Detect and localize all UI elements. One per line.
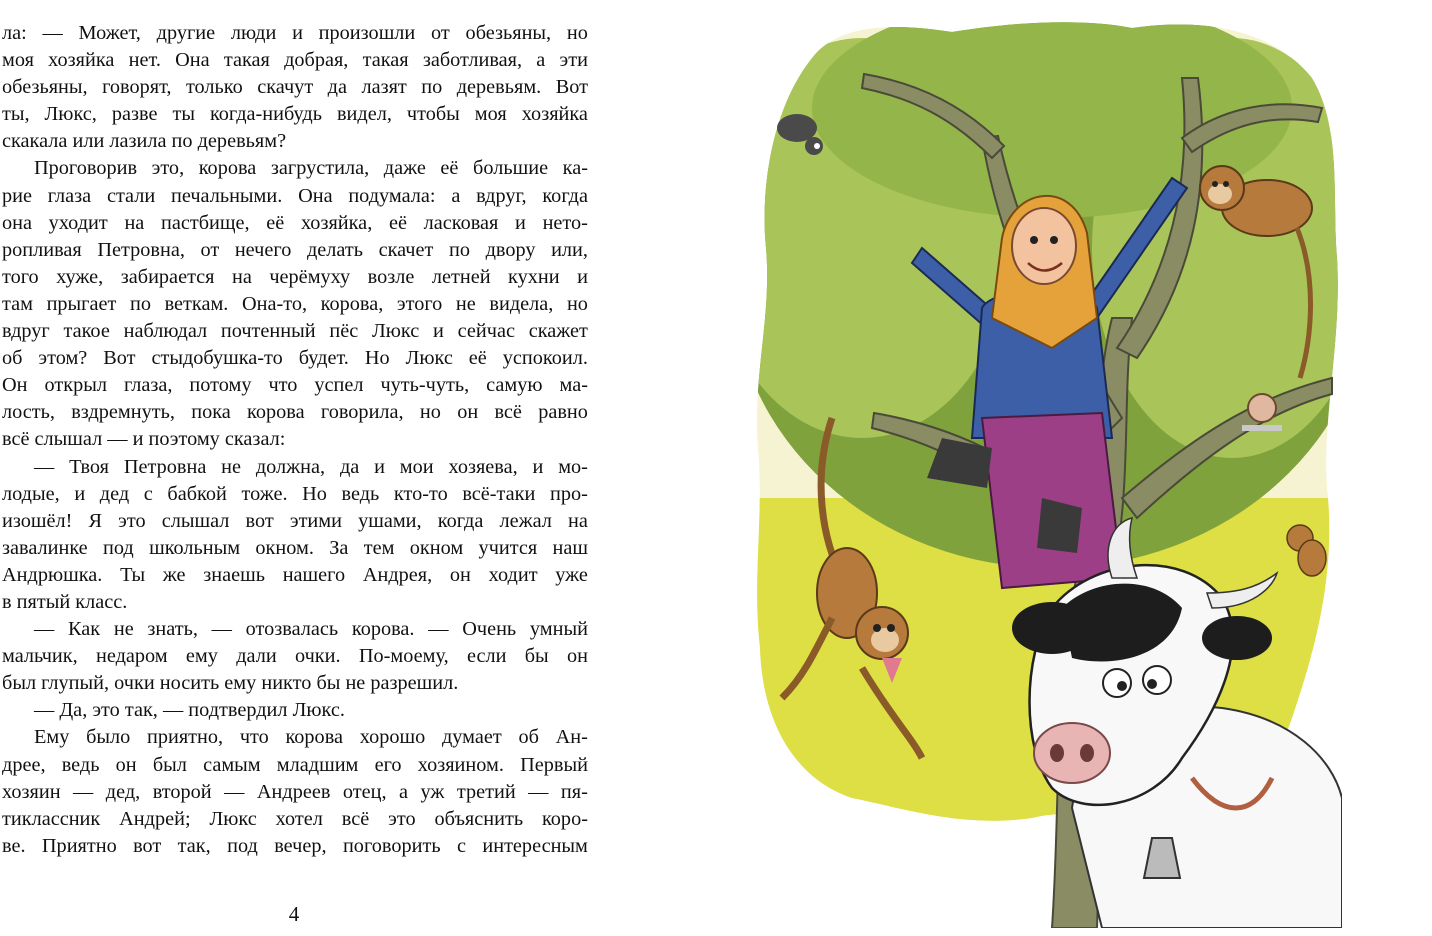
text-line: ты, Люкс, разве ты когда-нибудь видел, чтобы моя хозяйка bbox=[2, 103, 588, 126]
text-line: рие глаза стали печальными. Она подумала: а вдруг, когда bbox=[2, 184, 588, 207]
text-line: Проговорив это, корова загрустила, даже её большие ка- bbox=[34, 157, 588, 180]
text-line: того хуже, забирается на черёмуху возле летней кухни и bbox=[2, 265, 588, 288]
text-line: в пятый класс. bbox=[2, 590, 128, 613]
text-line: лодые, и дед с бабкой тоже. Но ведь кто-то всё-таки про- bbox=[2, 482, 588, 505]
text-line: хозяин — дед, второй — Андреев отец, а уж третий — пя- bbox=[2, 780, 588, 803]
cow-ear-right bbox=[1202, 616, 1272, 660]
text-line: — Как не знать, — отозвалась корова. — Очень умный bbox=[34, 618, 588, 641]
cow-ear-left bbox=[1012, 602, 1092, 654]
text-line: об этом? Вот стыдобушка-то будет. Но Люкс её успокоил. bbox=[2, 347, 588, 370]
text-line: ропливая Петровна, от нечего делать скачет по двору или, bbox=[2, 238, 588, 261]
text-line: — Да, это так, — подтвердил Люкс. bbox=[34, 699, 345, 722]
text-line: там прыгает по веткам. Она-то, корова, этого не видела, но bbox=[2, 292, 588, 315]
text-line: всё слышал — и поэтому сказал: bbox=[2, 428, 286, 451]
text-line: обезьяны, говорят, только скачут да лазят по деревьям. Вот bbox=[2, 76, 588, 99]
text-line: — Твоя Петровна не должна, да и мои хозяева, и мо- bbox=[34, 455, 588, 478]
text-line: дрее, ведь он был самым младшим его хозяином. Первый bbox=[2, 753, 588, 776]
illustration-tree-grandma-monkeys-cow bbox=[752, 18, 1342, 928]
grandma-face bbox=[1012, 208, 1076, 284]
text-line: был глупый, очки носить ему никто бы не разрешил. bbox=[2, 672, 459, 695]
text-line: она уходит на пастбище, её хозяйка, её ласковая и нето- bbox=[2, 211, 588, 234]
grandma-eye-right bbox=[1050, 236, 1058, 244]
cow-eye-left bbox=[1103, 669, 1131, 697]
text-line: моя хозяйка нет. Она такая добрая, такая заботливая, а эти bbox=[2, 49, 588, 72]
text-line: ла: — Может, другие люди и произошли от обезьяны, но bbox=[2, 22, 588, 44]
text-line: Ему было приятно, что корова хорошо думает об Ан- bbox=[34, 726, 588, 749]
text-line: изошёл! Я это слышал вот этими ушами, когда лежал на bbox=[2, 509, 588, 532]
page-number: 4 bbox=[288, 902, 300, 926]
story-text bbox=[2, 20, 588, 860]
text-line: Он открыл глаза, потому что успел чуть-чуть, самую ма- bbox=[2, 374, 588, 397]
text-line: Андрюшка. Ты же знаешь нашего Андрея, он ходит уже bbox=[2, 563, 588, 586]
text-line: вдруг такое наблюдал почтенный пёс Люкс и сейчас скажет bbox=[2, 320, 588, 343]
text-line: ве. Приятно вот так, под вечер, поговорить с интересным bbox=[2, 834, 588, 857]
text-line: тиклассник Андрей; Люкс хотел всё это объяснить коро- bbox=[2, 807, 588, 830]
text-page bbox=[0, 0, 600, 936]
grandma-eye-left bbox=[1030, 236, 1038, 244]
text-line: завалинке под школьным окном. За тем окном учится наш bbox=[2, 536, 588, 559]
text-line: лость, вздремнуть, пока корова говорила, но он всё равно bbox=[2, 401, 588, 424]
text-line: скакала или лазила по деревьям? bbox=[2, 130, 287, 153]
cow-eye-right bbox=[1143, 666, 1171, 694]
text-line: мальчик, недаром ему дали очки. По-моему, если бы он bbox=[2, 645, 588, 668]
cow-nose bbox=[1034, 723, 1110, 783]
